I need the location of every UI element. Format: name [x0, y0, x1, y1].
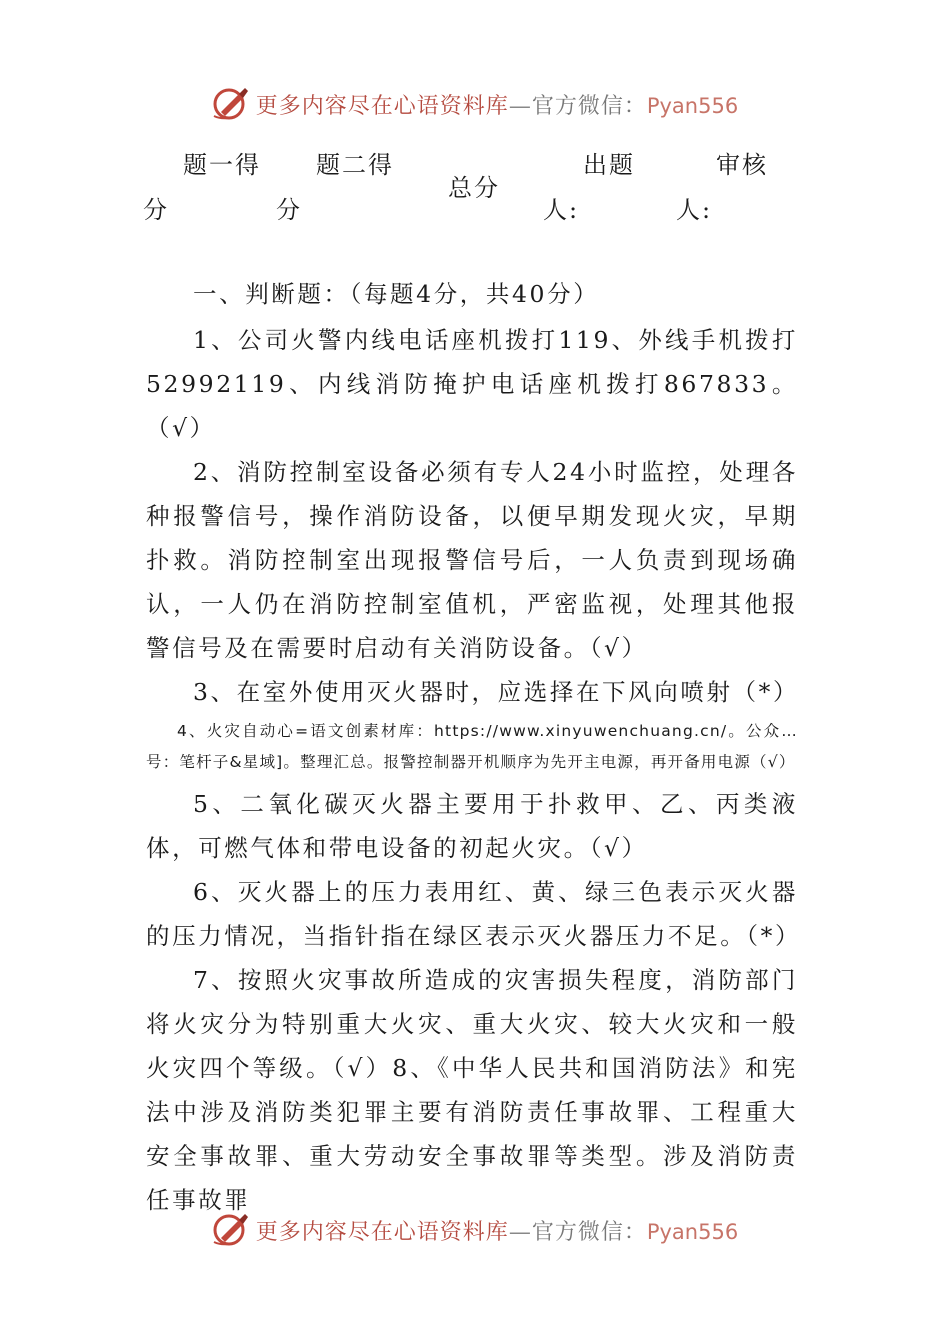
total-score-label: 总分	[448, 174, 500, 202]
document-body	[146, 272, 802, 1222]
question-item: 2、消防控制室设备必须有专人24小时监控，处理各种报警信号，操作消防设备，以便早期发现火灾，早期扑救。消防控制室出现报警信号后，一人负责到现场确认，一人仍在消防控制室值机，严密监视，处理其他报警信号及在需要时启动有关消防设备。（√）	[146, 458, 798, 662]
reviewer-label-top: 审核	[716, 151, 768, 179]
watermark-text	[256, 89, 738, 120]
pen-logo-icon	[212, 86, 250, 122]
question-setter-label-top: 出题	[583, 151, 635, 179]
question-setter-label-bottom: 人:	[543, 196, 580, 224]
question-item: 3、在室外使用灭火器时，应选择在下风向喷射（*）	[193, 678, 800, 706]
question-item: 7、按照火灾事故所造成的灾害损失程度，消防部门将火灾分为特别重大火灾、重大火灾、较大火灾和一般火灾四个等级。（√）8、《中华人民共和国消防法》和宪法中涉及消防类犯罪主要有消防责任事故罪、工程重大安全事故罪、重大劳动安全事故罪等类型。涉及消防责任事故罪	[146, 966, 798, 1214]
q2-score-label-top: 题二得	[316, 151, 394, 179]
question-item: 6、灭火器上的压力表用红、黄、绿三色表示灭火器的压力情况，当指针指在绿区表示灭火器压力不足。（*）	[146, 878, 802, 950]
watermark-separator: —	[508, 1219, 532, 1245]
watermark-brand: 更多内容尽在心语资料库	[255, 93, 509, 119]
watermark-official: 官方微信：	[531, 93, 647, 119]
watermark-official: 官方微信：	[531, 1219, 647, 1245]
question-item: 4、火灾自动心=语文创素材库：https://www.xinyuwenchuang.cn/。公众…号：笔杆子&星域]。整理汇总。报警控制器开机顺序为先开主电源，再开备用电源（√）	[146, 722, 798, 771]
watermark-separator: —	[508, 93, 532, 119]
question-item: 5、二氧化碳灭火器主要用于扑救甲、乙、丙类液体，可燃气体和带电设备的初起火灾。（√）	[146, 790, 798, 862]
q1-score-label-top: 题一得	[183, 151, 261, 179]
q2-score-label-bottom: 分	[276, 196, 302, 224]
watermark-id: Pyan556	[646, 1219, 739, 1244]
watermark-id: Pyan556	[646, 93, 739, 118]
section-title: 一、判断题：（每题4分，共40分）	[193, 280, 600, 308]
watermark-footer	[0, 1210, 950, 1250]
watermark-header	[0, 84, 950, 124]
pen-logo-icon	[212, 1212, 250, 1248]
reviewer-label-bottom: 人:	[676, 196, 713, 224]
question-item: 1、公司火警内线电话座机拨打119、外线手机拨打52992119、内线消防掩护电话座机拨打867833。（√）	[146, 326, 798, 442]
watermark-brand: 更多内容尽在心语资料库	[255, 1219, 509, 1245]
q1-score-label-bottom: 分	[143, 196, 169, 224]
watermark-text	[256, 1215, 738, 1246]
